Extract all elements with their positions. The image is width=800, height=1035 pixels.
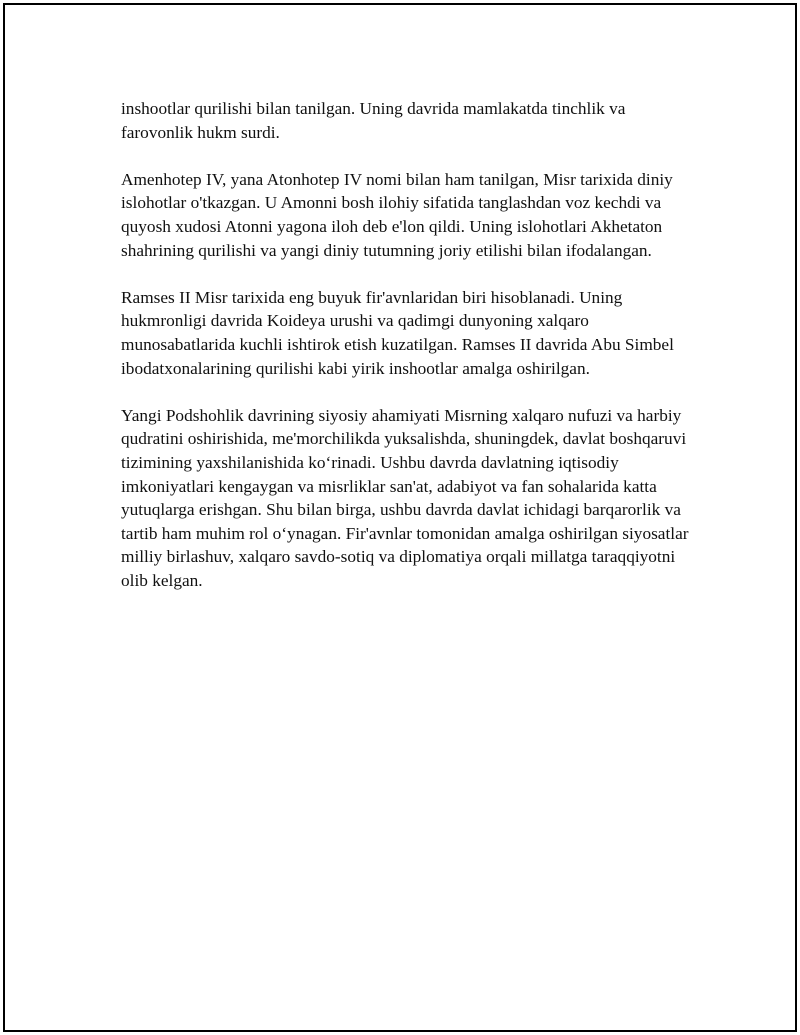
paragraph-1: inshootlar qurilishi bilan tanilgan. Uning davrida mamlakatda tinchlik va farovonlik hukm surdi.: [121, 99, 626, 142]
paragraph-3: Ramses II Misr tarixida eng buyuk fir'avnlaridan biri hisoblanadi. Uning hukmronligi davrida Koideya urushi va qadimgi dunyoning xalqaro munosabatlarida kuchli ishtirok etish kuzatilgan. Ramses II davrida Abu Simbel ibodatxonalarining qurilishi kabi yirik inshootlar amalga oshirilgan.: [121, 287, 674, 378]
document-body: [121, 97, 696, 616]
document-page: [3, 3, 797, 1032]
paragraph-4: Yangi Podshohlik davrining siyosiy ahamiyati Misrning xalqaro nufuzi va harbiy qudratini oshirishida, me'morchilikda yuksalishda, shuningdek, davlat boshqaruvi tizimining yaxshilanishida ko‘rinadi. Ushbu davrda davlatning iqtisodiy imkoniyatlari kengaygan va misrliklar san'at, adabiyot va fan sohalarida katta yutuqlarga erishgan. Shu bilan birga, ushbu davrda davlat ichidagi barqarorlik va tartib ham muhim rol o‘ynagan. Fir'avnlar tomonidan amalga oshirilgan siyosatlar milliy birlashuv, xalqaro savdo-sotiq va diplomatiya orqali millatga taraqqiyotni olib kelgan.: [121, 405, 689, 590]
paragraph-2: Amenhotep IV, yana Atonhotep IV nomi bilan ham tanilgan, Misr tarixida diniy islohotlar o'tkazgan. U Amonni bosh ilohiy sifatida tanglashdan voz kechdi va quyosh xudosi Atonni yagona iloh deb e'lon qildi. Uning islohotlari Akhetaton shahrining qurilishi va yangi diniy tutumning joriy etilishi bilan ifodalangan.: [121, 169, 673, 260]
